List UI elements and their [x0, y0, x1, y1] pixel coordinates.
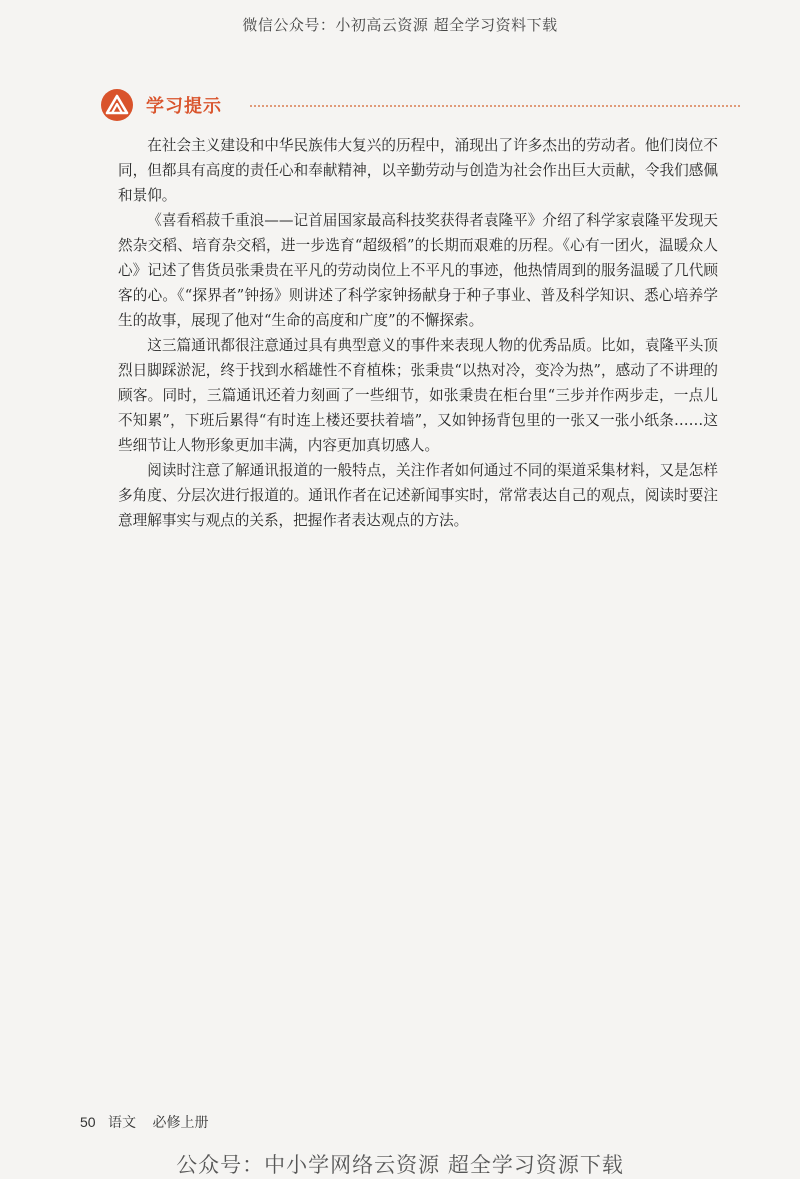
study-tips-icon: [100, 88, 134, 122]
body-text: [118, 133, 718, 533]
dotted-divider: [250, 105, 740, 107]
paragraph: 在社会主义建设和中华民族伟大复兴的历程中，涌现出了许多杰出的劳动者。他们岗位不同，但都具有高度的责任心和奉献精神，以辛勤劳动与创造为社会作出巨大贡献，令我们感佩和景仰。: [118, 137, 718, 204]
top-watermark: 微信公众号：小初高云资源 超全学习资料下载: [242, 16, 558, 34]
paragraph: 阅读时注意了解通讯报道的一般特点，关注作者如何通过不同的渠道采集材料，又是怎样多角度、分层次进行报道的。通讯作者在记述新闻事实时，常常表达自己的观点，阅读时要注意理解事实与观点的关系，把握作者表达观点的方法。: [118, 462, 718, 529]
page-number: 50: [80, 1114, 96, 1130]
paragraph: 《喜看稻菽千重浪——记首届国家最高科技奖获得者袁隆平》介绍了科学家袁隆平发现天然杂交稻、培育杂交稻，进一步选育“超级稻”的长期而艰难的历程。《心有一团火，温暖众人心》记述了售货员张秉贵在平凡的劳动岗位上不平凡的事迹，他热情周到的服务温暖了几代顾客的心。《“探界者”钟扬》则讲述了科学家钟扬献身于种子事业、普及科学知识、悉心培养学生的故事，展现了他对“生命的高度和广度”的不懈探索。: [118, 212, 718, 329]
page-footer: [80, 1112, 208, 1132]
footer-subject: 语文: [108, 1115, 137, 1131]
section-header: [100, 88, 740, 124]
bottom-watermark: 公众号：中小学网络云资源 超全学习资源下载: [176, 1153, 624, 1177]
footer-volume: 必修上册: [152, 1115, 209, 1131]
section-title: 学习提示: [146, 96, 222, 117]
paragraph: 这三篇通讯都很注意通过具有典型意义的事件来表现人物的优秀品质。比如，袁隆平头顶烈日脚踩淤泥，终于找到水稻雄性不育植株；张秉贵“以热对冷，变冷为热”，感动了不讲理的顾客。同时，三篇通讯还着力刻画了一些细节，如张秉贵在柜台里“三步并作两步走，一点儿不知累”，下班后累得“有时连上楼还要扶着墙”，又如钟扬背包里的一张又一张小纸条……这些细节让人物形象更加丰满，内容更加真切感人。: [118, 337, 718, 454]
